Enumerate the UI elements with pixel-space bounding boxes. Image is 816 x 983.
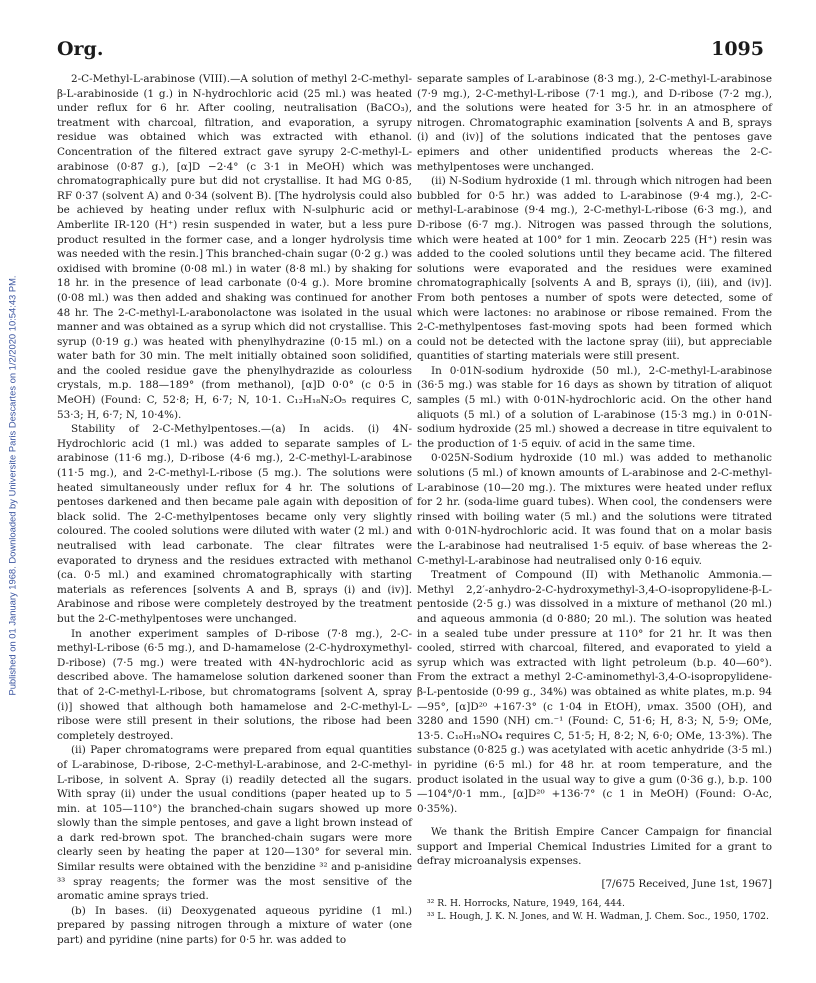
- download-notice-sidebar: [2, 0, 16, 983]
- paragraph-methyl-arabinose: 2-C-Methyl-L-arabinose (VIII).—A solution of methyl 2-C-methyl-β-L-arabinoside (1 g.) in N-hydrochloric acid (25 ml.) was heated under reflux for 6 hr. After cooling, neutralisation (BaCO₃), treatment with charcoal, filtration, and evaporation, a syrupy residue was obtained which was extracted with ethanol. Concentration of the filtered extract gave syrupy 2-C-methyl-L-arabinose (0·87 g.), [α]D −2·4° (c 3·1 in MeOH) which was chromatographically pure but did not crystallise. It had MG 0·85, RF 0·37 (solvent A) and 0·34 (solvent B). [The hydrolysis could also be achieved by heating under reflux with N-sulphuric acid or Amberlite IR-120 (H⁺) resin suspended in water, but a less pure product resulted in the former case, and a longer hydrolysis time was needed with the resin.] This branched-chain sugar (0·2 g.) was oxidised with bromine (0·08 ml.) in water (8·8 ml.) by shaking for 18 hr. in the presence of lead carbonate (0·4 g.). More bromine (0·08 ml.) was then added and shaking was continued for another 48 hr. The 2-C-methyl-L-arabonolactone was isolated in the usual manner and was obtained as a syrup which did not crystallise. This syrup (0·19 g.) was heated with phenylhydrazine (0·15 ml.) on a water bath for 30 min. The melt initially obtained soon solidified, and the cooled residue gave the phenylhydrazide as colourless crystals, m.p. 188—189° (from methanol), [α]D 0·0° (c 0·5 in MeOH) (Found: C, 52·8; H, 6·7; N, 10·1. C₁₂H₁₈N₂O₅ requires C, 53·3; H, 6·7; N, 10·4%).: [57, 73, 412, 421]
- paragraph-hamamelose: In another experiment samples of D-ribose (7·8 mg.), 2-C-methyl-L-ribose (6·5 mg.), and D-hamamelose (2-C-hydroxymethyl-D-ribose) (7·5 mg.) were treated with 4N-hydrochloric acid as described above. The hamamelose solution darkened sooner than that of 2-C-methyl-L-ribose, but chromatograms [solvent A, spray (i)] showed that although both hamamelose and 2-C-methyl-L-ribose were still present in their solutions, the ribose had been completely destroyed.: [57, 627, 412, 742]
- received-date: [7/675 Received, June 1st, 1967]: [601, 878, 772, 891]
- references: [417, 898, 772, 924]
- acknowledgements: We thank the British Empire Cancer Campaign for financial support and Imperial Chemical Industries Limited for a grant to defray microanalysis expenses.: [417, 826, 772, 868]
- paragraph-methanolic-ammonia: Treatment of Compound (II) with Methanolic Ammonia.—Methyl 2,2′-anhydro-2-C-hydroxymethyl-3,4-O-isopropylidene-β-L-pentoside (2·5 g.) was dissolved in a mixture of methanol (20 ml.) and aqueous ammonia (d 0·880; 20 ml.). The solution was heated in a sealed tube under pressure at 110° for 21 hr. It was then cooled, stirred with charcoal, filtered, and evaporated to yield a syrup which was extracted with light petroleum (b.p. 40—60°). From the extract a methyl 2-C-aminomethyl-3,4-O-isopropylidene-β-L-pentoside (0·99 g., 34%) was obtained as white plates, m.p. 94—95°, [α]D²⁰ +167·3° (c 1·04 in EtOH), νmax. 3500 (OH), and 3280 and 1590 (NH) cm.⁻¹ (Found: C, 51·6; H, 8·3; N, 5·9; OMe, 13·5. C₁₀H₁₉NO₄ requires C, 51·5; H, 8·2; N, 6·0; OMe, 13·3%). The substance (0·825 g.) was acetylated with acetic anhydride (3·5 ml.) in pyridine (6·5 ml.) for 48 hr. at room temperature, and the product isolated in the usual way to give a gum (0·36 g.), b.p. 100—104°/0·1 mm., [α]D²⁰ +136·7° (c 1 in MeOH) (Found: O-Ac, 0·35%).: [417, 569, 772, 815]
- paragraph-titration: In 0·01N-sodium hydroxide (50 ml.), 2-C-methyl-L-arabinose (36·5 mg.) was stable for 16 days as shown by titration of aliquot samples (5 ml.) with 0·01N-hydrochloric acid. On the other hand aliquots (5 ml.) of a solution of L-arabinose (15·3 mg.) in 0·01N-sodium hydroxide (25 ml.) showed a decrease in titre equivalent to the production of 1·5 equiv. of acid in the same time.: [417, 364, 772, 450]
- paragraph-sodium-hydroxide: (ii) N-Sodium hydroxide (1 ml. through which nitrogen had been bubbled for 0·5 hr.) was added to L-arabinose (9·4 mg.), 2-C-methyl-L-arabinose (9·4 mg.), 2-C-methyl-L-ribose (6·3 mg.), and D-ribose (6·7 mg.). Nitrogen was passed through the solutions, which were heated at 100° for 1 min. Zeocarb 225 (H⁺) resin was added to the cooled solutions until they became acid. The filtered solutions were evaporated and the residues were examined chromatographically [solvents A and B, sprays (i), (iii), and (iv)]. From both pentoses a number of spots were detected, some of which were lactones: no arabinose or ribose remained. From the 2-C-methylpentoses fast-moving spots had been formed which could not be detected with the lactone spray (iii), but appreciable quantities of starting materials were still present.: [417, 175, 772, 363]
- paragraph-paper-chromatograms: (ii) Paper chromatograms were prepared from equal quantities of L-arabinose, D-ribose, 2-C-methyl-L-arabinose, and 2-C-methyl-L-ribose, in solvent A. Spray (i) readily detected all the sugars. With spray (ii) under the usual conditions (paper heated up to 5 min. at 105—110°) the branched-chain sugars showed up more slowly than the simple pentoses, and gave a light brown instead of a dark red-brown spot. The branched-chain sugars were more clearly seen by heating the paper at 120—130° for several min. Similar results were obtained with the benzidine ³² and p-anisidine ³³ spray reagents; the former was the most sensitive of the aromatic amine sprays tried.: [57, 744, 412, 903]
- reference-32: ³² R. H. Horrocks, Nature, 1949, 164, 444.: [427, 897, 625, 909]
- paragraph-stability-acids: Stability of 2-C-Methylpentoses.—(a) In acids. (i) 4N-Hydrochloric acid (1 ml.) was added to separate samples of L-arabinose (11·6 mg.), D-ribose (4·6 mg.), 2-C-methyl-L-arabinose (11·5 mg.), and 2-C-methyl-L-ribose (5 mg.). The solutions were heated simultaneously under reflux for 4 hr. The solutions of pentoses darkened and then became pale again with deposition of black solid. The 2-C-methylpentoses became only very slightly coloured. The cooled solutions were diluted with water (2 ml.) and neutralised with lead carbonate. The clear filtrates were evaporated to dryness and the residues extracted with methanol (ca. 0·5 ml.) and examined chromatographically with starting materials as references [solvents A and B, sprays (i) and (iv)]. Arabinose and ribose were completely destroyed by the treatment but the 2-C-methylpentoses were unchanged.: [57, 423, 412, 625]
- paragraph-continuation: separate samples of L-arabinose (8·3 mg.), 2-C-methyl-L-arabinose (7·9 mg.), 2-C-methyl-L-ribose (7·1 mg.), and D-ribose (7·2 mg.), and the solutions were heated for 3·5 hr. in an atmosphere of nitrogen. Chromatographic examination [solvents A and B, sprays (i) and (iv)] of the solutions indicated that the pentoses gave epimers and other unidentified products whereas the 2-C-methylpentoses were unchanged.: [417, 73, 772, 173]
- reference-33: ³³ L. Hough, J. K. N. Jones, and W. H. Wadman, J. Chem. Soc., 1950, 1702.: [427, 911, 769, 923]
- download-notice-link[interactable]: Published on 01 January 1968. Downloaded by Universite Paris Descartes on 1/2/2020 10:54:43 PM.: [6, 275, 18, 696]
- right-column: [417, 72, 772, 925]
- paragraph-methanolic-base: 0·025N-Sodium hydroxide (10 ml.) was added to methanolic solutions (5 ml.) of known amounts of L-arabinose and 2-C-methyl-L-arabinose (10—20 mg.). The mixtures were heated under reflux for 2 hr. (soda-lime guard tubes). When cool, the condensers were rinsed with boiling water (5 ml.) and the solutions were titrated with 0·01N-hydrochloric acid. It was found that on a molar basis the L-arabinose had neutralised 1·5 equiv. of base whereas the 2-C-methyl-L-arabinose had neutralised only 0·16 equiv.: [417, 452, 772, 567]
- left-column: [57, 72, 412, 948]
- journal-section-header: Org.: [57, 38, 104, 60]
- paragraph-in-bases: (b) In bases. (ii) Deoxygenated aqueous pyridine (1 ml.) prepared by passing nitrogen through a mixture of water (one part) and pyridine (nine parts) for 0·5 hr. was added to: [57, 904, 412, 947]
- page-number: 1095: [711, 38, 764, 60]
